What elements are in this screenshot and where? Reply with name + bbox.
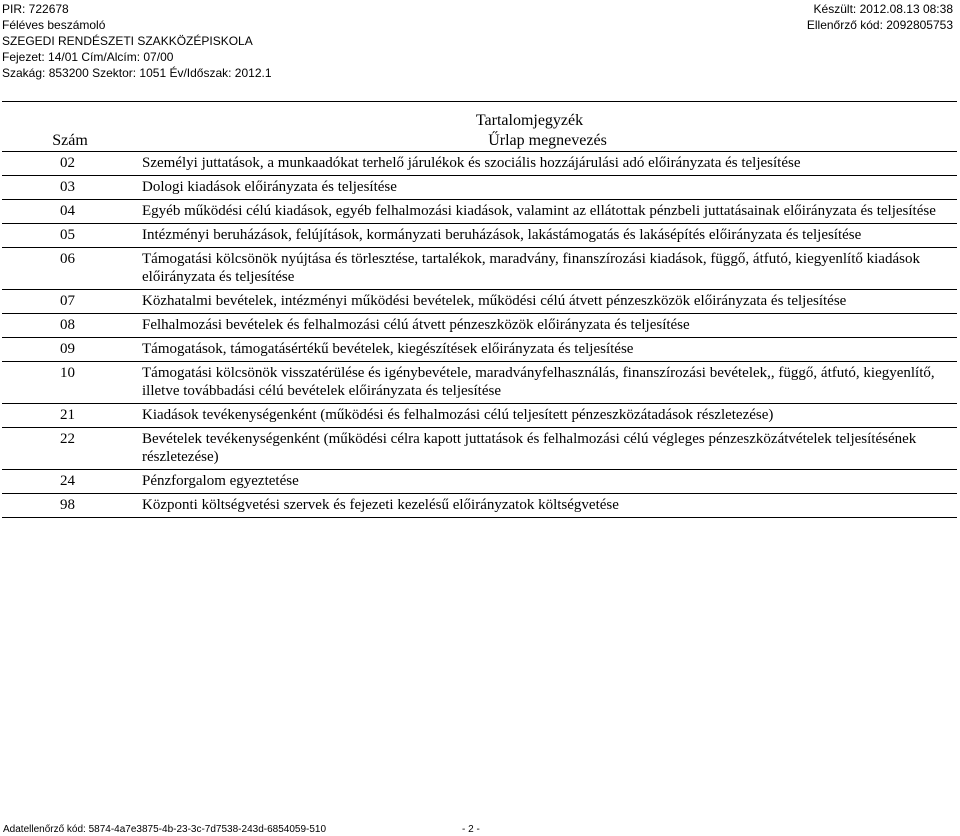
table-row (2, 248, 957, 290)
report-header-left (2, 1, 272, 81)
report-header-right (807, 1, 953, 33)
page-number: - 2 - (462, 824, 480, 835)
form-name: Kiadások tevékenységenként (működési és felhalmozási célú teljesített pénzeszközátadások részletezése) (138, 404, 957, 428)
table-row (2, 152, 957, 176)
form-name: Intézményi beruházások, felújítások, kormányzati beruházások, lakástámogatás és lakásépítés előirányzata és teljesítése (138, 224, 957, 248)
form-number: 08 (2, 314, 138, 338)
form-number: 09 (2, 338, 138, 362)
form-name: Támogatási kölcsönök visszatérülése és igénybevétele, maradványfelhasználás, finanszírozási bevételek,, függő, átfutó, kiegyenlítő, illetve továbbadási célú bevételek előirányzata és teljesítése (138, 362, 957, 404)
form-number: 04 (2, 200, 138, 224)
form-number: 07 (2, 290, 138, 314)
institution-name: SZEGEDI RENDÉSZETI SZAKKÖZÉPISKOLA (2, 34, 253, 48)
form-number: 21 (2, 404, 138, 428)
table-row (2, 338, 957, 362)
form-name: Támogatási kölcsönök nyújtása és törlesztése, tartalékok, maradvány, finanszírozási kiadások, függő, átfutó, kiegyenlítő kiadások előirányzata és teljesítése (138, 248, 957, 290)
table-row (2, 428, 957, 470)
form-name: Dologi kiadások előirányzata és teljesítése (138, 176, 957, 200)
form-number: 06 (2, 248, 138, 290)
chapter-label: Fejezet: 14/01 Cím/Alcím: 07/00 (2, 50, 174, 64)
table-row (2, 494, 957, 518)
form-name: Bevételek tevékenységenként (működési célra kapott juttatások és felhalmozási célú végleges pénzeszközátvételek teljesítésének részletezése) (138, 428, 957, 470)
form-name: Pénzforgalom egyeztetése (138, 470, 957, 494)
table-row (2, 176, 957, 200)
table-row (2, 290, 957, 314)
column-header-form-name: Űrlap megnevezés (138, 131, 957, 152)
column-header-number: Szám (2, 131, 138, 152)
table-row (2, 200, 957, 224)
form-number: 10 (2, 362, 138, 404)
form-name: Közhatalmi bevételek, intézményi működési bevételek, működési célú átvett pénzeszközök előirányzata és teljesítése (138, 290, 957, 314)
table-row (2, 470, 957, 494)
form-name: Felhalmozási bevételek és felhalmozási célú átvett pénzeszközök előirányzata és teljesítése (138, 314, 957, 338)
form-number: 03 (2, 176, 138, 200)
created-timestamp: Készült: 2012.08.13 08:38 (813, 2, 953, 16)
data-check-code: Adatellenőrző kód: 5874-4a7e3875-4b-23-3c-7d7538-243d-6854059-510 (3, 824, 327, 835)
sector-label: Szakág: 853200 Szektor: 1051 Év/Időszak: 2012.1 (2, 66, 272, 80)
form-number: 24 (2, 470, 138, 494)
form-name: Támogatások, támogatásértékű bevételek, kiegészítések előirányzata és teljesítése (138, 338, 957, 362)
form-number: 22 (2, 428, 138, 470)
checksum-code: Ellenőrző kód: 2092805753 (806, 18, 953, 32)
table-row (2, 314, 957, 338)
pir-label: PIR: 722678 (2, 2, 69, 16)
table-row (2, 362, 957, 404)
table-of-contents (2, 101, 957, 518)
toc-title: Tartalomjegyzék (2, 102, 957, 132)
report-type-label: Féléves beszámoló (2, 18, 106, 32)
form-number: 02 (2, 152, 138, 176)
table-row (2, 404, 957, 428)
form-name: Egyéb működési célú kiadások, egyéb felhalmozási kiadások, valamint az ellátottak pénzbeli juttatásainak előirányzata és teljesítése (138, 200, 957, 224)
form-name: Központi költségvetési szervek és fejezeti kezelésű előirányzatok költségvetése (138, 494, 957, 518)
form-name: Személyi juttatások, a munkaadókat terhelő járulékok és szociális hozzájárulási adó előirányzata és teljesítése (138, 152, 957, 176)
form-number: 98 (2, 494, 138, 518)
form-number: 05 (2, 224, 138, 248)
table-row (2, 224, 957, 248)
